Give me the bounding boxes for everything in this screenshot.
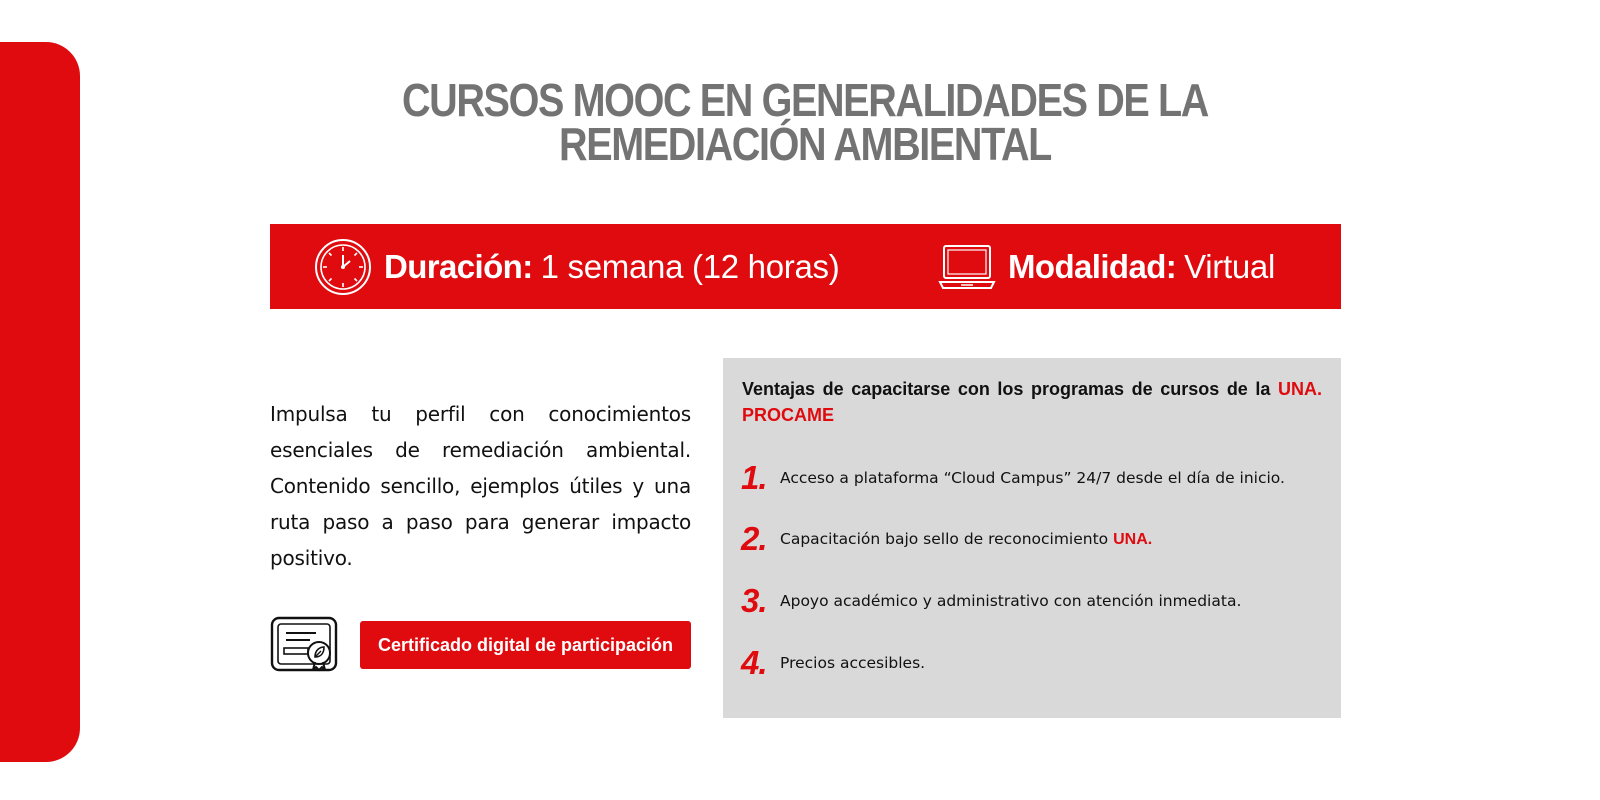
benefits-heading-text: Ventajas de capacitarse con los programas de cursos de la	[742, 379, 1278, 399]
benefit-text-highlight: UNA.	[1113, 530, 1153, 548]
benefit-text	[780, 592, 1241, 610]
clock-icon	[314, 238, 372, 296]
list-item	[741, 458, 1321, 498]
list-item	[741, 643, 1321, 683]
benefits-heading-highlight: UNA. PROCAME	[742, 379, 1322, 425]
page-title	[345, 74, 1265, 170]
benefit-number: 1.	[741, 459, 767, 496]
benefits-heading	[742, 376, 1322, 428]
duration-value: 1 semana (12 horas)	[540, 247, 840, 285]
benefit-number: 3.	[741, 582, 767, 619]
modality-label: Modalidad:	[1008, 247, 1177, 285]
duration-info	[314, 224, 839, 309]
course-info-band	[270, 224, 1341, 309]
benefit-text-content: Capacitación bajo sello de reconocimiento	[780, 529, 1114, 548]
benefit-text-content: Acceso a plataforma “Cloud Campus” 24/7 desde el día de inicio.	[780, 469, 1285, 487]
benefits-panel	[723, 358, 1341, 718]
modality-value: Virtual	[1184, 247, 1275, 285]
modality-info	[938, 224, 1275, 309]
list-item	[741, 581, 1321, 621]
certificate-icon	[270, 616, 340, 681]
benefit-text	[780, 530, 1152, 549]
duration-label: Duración:	[384, 247, 533, 285]
benefit-text	[780, 654, 925, 672]
benefit-text-content: Apoyo académico y administrativo con atención inmediata.	[780, 592, 1242, 610]
benefit-text-content: Precios accesibles.	[780, 654, 926, 672]
side-accent-bar	[0, 42, 80, 762]
page-title-line-1: CURSOS MOOC EN GENERALIDADES DE LA	[401, 74, 1209, 126]
benefit-text	[780, 469, 1285, 487]
intro-paragraph: Impulsa tu perfil con conocimientos esenciales de remediación ambiental. Contenido sencillo, ejemplos útiles y una ruta paso a paso para generar impacto positivo.	[270, 402, 691, 570]
laptop-icon	[938, 243, 996, 291]
benefit-number: 2.	[741, 520, 767, 557]
page-title-line-2: REMEDIACIÓN AMBIENTAL	[559, 118, 1051, 170]
benefit-number: 4.	[741, 644, 767, 681]
certificate-button[interactable]: Certificado digital de participación	[360, 621, 691, 669]
list-item	[741, 519, 1321, 559]
